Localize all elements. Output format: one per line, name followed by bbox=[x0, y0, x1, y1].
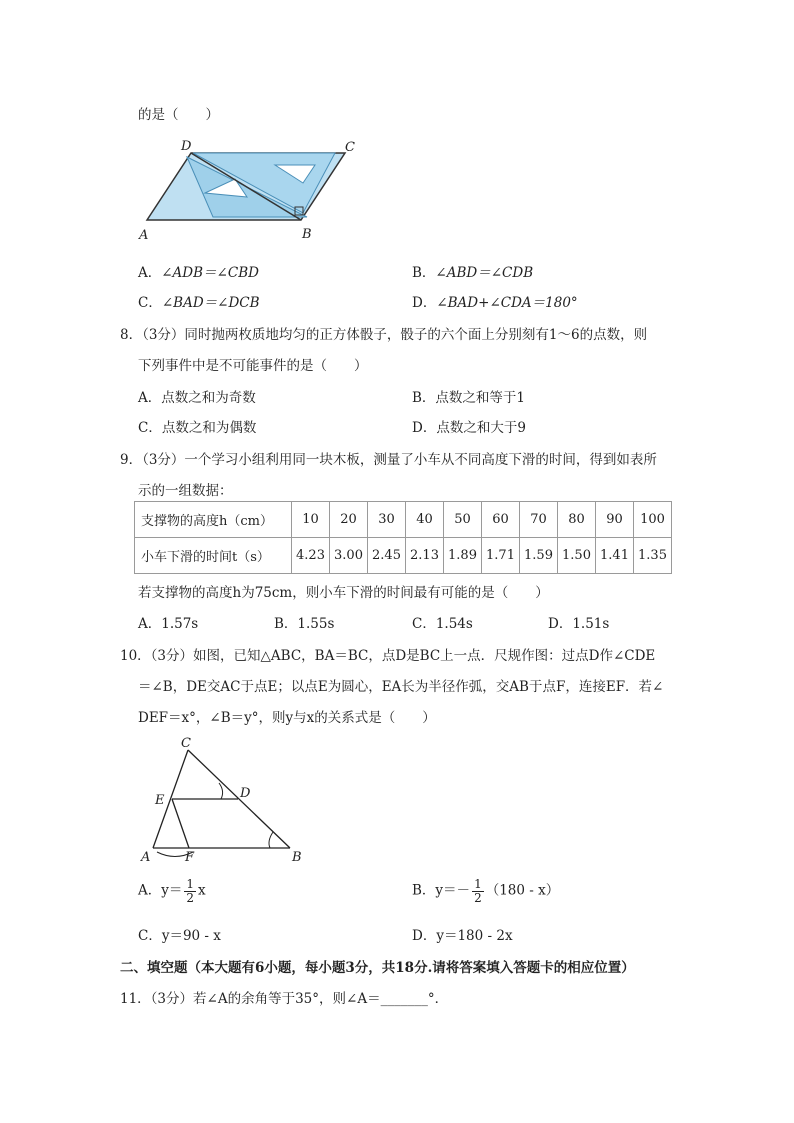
table-cell: 3.00 bbox=[330, 538, 368, 574]
q10-label-b: B bbox=[292, 850, 302, 865]
fraction: $\frac{1}{2}$ bbox=[186, 877, 195, 905]
table-cell: 70 bbox=[520, 502, 558, 538]
table-cell: 4.23 bbox=[292, 538, 330, 574]
table-cell: 40 bbox=[406, 502, 444, 538]
q9-stem-line1: 9．（3分）一个学习小组利用同一块木板，测量了小车从不同高度下滑的时间，得到如表所 bbox=[120, 452, 657, 468]
table-cell: 1.89 bbox=[444, 538, 482, 574]
q7-option-c[interactable]: C．∠BAD＝∠DCB bbox=[138, 295, 260, 311]
q7-option-b[interactable]: B．∠ABD＝∠CDB bbox=[412, 265, 534, 281]
table-cell: 50 bbox=[444, 502, 482, 538]
q8-stem-line1: 8．（3分）同时抛两枚质地均匀的正方体骰子，骰子的六个面上分别刻有1～6的点数，则 bbox=[120, 327, 648, 343]
q11-stem: 11．（3分）若∠A的余角等于35°，则∠A＝_______°． bbox=[120, 991, 449, 1007]
fraction: $\frac{1}{2}$ bbox=[474, 877, 482, 905]
q8-option-c[interactable]: C．点数之和为偶数 bbox=[138, 420, 257, 436]
table-cell: 100 bbox=[634, 502, 672, 538]
q7-option-d[interactable]: D．∠BAD+∠CDA＝180° bbox=[412, 295, 578, 311]
q9-option-d[interactable]: D．1.51s bbox=[548, 616, 610, 632]
q7-label-b: B bbox=[302, 227, 312, 242]
q9-data-table bbox=[134, 501, 672, 574]
q7-label-d: D bbox=[181, 139, 192, 154]
q10-label-a: A bbox=[141, 850, 151, 865]
q10-option-a[interactable]: A．y＝ $\frac{1}{2}$ x bbox=[138, 877, 206, 905]
q8-option-d[interactable]: D．点数之和大于9 bbox=[412, 420, 526, 436]
q10-label-c: C bbox=[181, 736, 191, 751]
table-cell: 1.71 bbox=[482, 538, 520, 574]
q8-option-a[interactable]: A．点数之和为奇数 bbox=[138, 390, 256, 406]
table-cell: 80 bbox=[558, 502, 596, 538]
q9-option-b[interactable]: B．1.55s bbox=[274, 616, 335, 632]
table-row bbox=[135, 538, 672, 574]
q7-label-c: C bbox=[345, 140, 355, 155]
q10-stem-line1: 10．（3分）如图，已知△ABC，BA＝BC，点D是BC上一点．尺规作图：过点D作∠CDE bbox=[120, 648, 656, 664]
table-cell: 1.35 bbox=[634, 538, 672, 574]
q10-stem-line2: ＝∠B，DE交AC于点E；以点E为圆心，EA长为半径作弧，交AB于点F，连接EF．若∠ bbox=[138, 679, 664, 695]
q9-option-c[interactable]: C．1.54s bbox=[412, 616, 473, 632]
q8-option-b[interactable]: B．点数之和等于1 bbox=[412, 390, 526, 406]
q10-label-f: F bbox=[185, 850, 195, 865]
q10-stem-line3: DEF＝x°，∠B＝y°，则y与x的关系式是（ ） bbox=[138, 710, 436, 726]
q7-tail: 的是（ ） bbox=[138, 107, 219, 123]
q9-row-label-time: 小车下滑的时间t（s） bbox=[135, 538, 292, 574]
table-cell: 10 bbox=[292, 502, 330, 538]
table-cell: 20 bbox=[330, 502, 368, 538]
q10-label-e: E bbox=[155, 793, 165, 808]
q9-question: 若支撑物的高度h为75cm，则小车下滑的时间最有可能的是（ ） bbox=[138, 585, 549, 601]
q8-stem-line2: 下列事件中是不可能事件的是（ ） bbox=[138, 358, 368, 374]
q7-option-a[interactable]: A．∠ADB＝∠CBD bbox=[138, 265, 259, 281]
q9-row-label-height: 支撑物的高度h（cm） bbox=[135, 502, 292, 538]
q7-parallelogram-figure bbox=[135, 135, 370, 245]
table-cell: 60 bbox=[482, 502, 520, 538]
q10-label-d: D bbox=[240, 786, 251, 801]
table-row bbox=[135, 502, 672, 538]
q10-option-c[interactable]: C．y＝90 - x bbox=[138, 928, 221, 944]
table-cell: 90 bbox=[596, 502, 634, 538]
q9-option-a[interactable]: A．1.57s bbox=[138, 616, 199, 632]
table-cell: 2.45 bbox=[368, 538, 406, 574]
q10-option-d[interactable]: D．y＝180 - 2x bbox=[412, 928, 513, 944]
q9-stem-line2: 示的一组数据： bbox=[138, 483, 233, 499]
q7-label-a: A bbox=[139, 228, 149, 243]
table-cell: 1.50 bbox=[558, 538, 596, 574]
table-cell: 1.41 bbox=[596, 538, 634, 574]
section-heading-fill-in: 二、填空题（本大题有6小题，每小题3分，共18分.请将答案填入答题卡的相应位置） bbox=[120, 960, 635, 976]
q10-option-b[interactable]: B．y＝－ $\frac{1}{2}$ （180 - x） bbox=[412, 877, 560, 905]
q11-answer-blank[interactable]: _______ bbox=[380, 991, 428, 1007]
q10-triangle-figure bbox=[135, 735, 310, 870]
table-cell: 30 bbox=[368, 502, 406, 538]
table-cell: 1.59 bbox=[520, 538, 558, 574]
table-cell: 2.13 bbox=[406, 538, 444, 574]
